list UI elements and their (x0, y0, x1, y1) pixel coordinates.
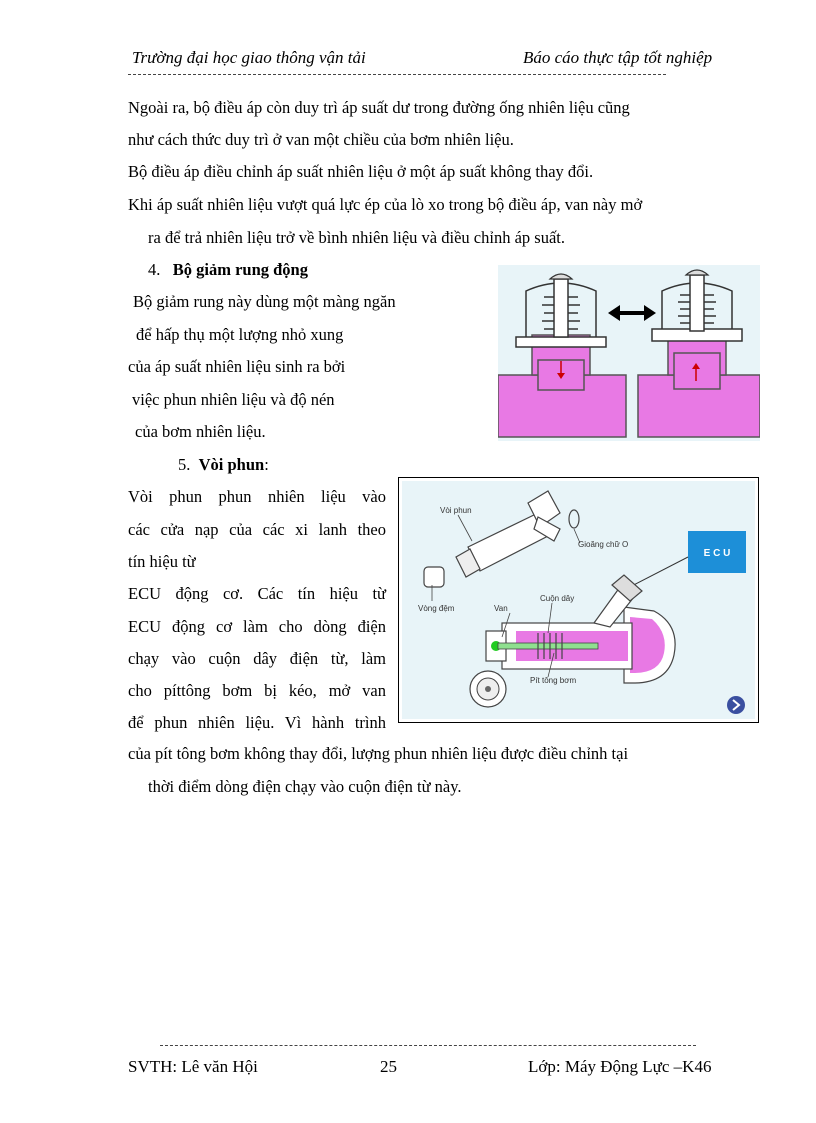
label-pit-tong: Pít tông bơm (530, 676, 577, 685)
label-cuon-day: Cuộn dây (540, 594, 575, 603)
nozzle-end-view (470, 671, 506, 707)
label-van: Van (494, 604, 508, 613)
para3-line2: ra để trả nhiên liệu trở về bình nhiên liệu và điều chỉnh áp suất. (148, 228, 565, 247)
washer-icon (424, 567, 444, 587)
injector-figure (398, 477, 759, 723)
final-line-2: thời điểm dòng điện chạy vào cuộn điện từ này. (148, 777, 462, 796)
para3-line1: Khi áp suất nhiên liệu vượt quá lực ép của lò xo trong bộ điều áp, van này mở (128, 195, 643, 214)
section5-number: 5. (178, 455, 191, 474)
footer-divider (160, 1045, 696, 1046)
label-vong-dem: Vòng đệm (418, 604, 455, 613)
section5-title: Vòi phun (198, 455, 265, 474)
para1-line1: Ngoài ra, bộ điều áp còn duy trì áp suất dư trong đường ống nhiên liệu cũng (128, 98, 630, 117)
header-report-title: Báo cáo thực tập tốt nghiệp (523, 48, 713, 67)
section4-heading (148, 260, 308, 280)
damper-line-1: Bộ giảm rung này dùng một màng ngăn (133, 292, 396, 311)
injector-line-1: Vòi phun phun nhiên liệu vào (128, 487, 386, 506)
damper-line-3: của áp suất nhiên liệu sinh ra bởi (128, 357, 346, 376)
header-divider (128, 74, 666, 75)
damper-line-4: việc phun nhiên liệu và độ nén (132, 390, 335, 409)
injector-line-6: chạy vào cuộn dây điện từ, làm (128, 649, 386, 668)
section4-title: Bộ giảm rung động (172, 260, 308, 279)
injector-line-3: tín hiệu từ (128, 552, 196, 571)
para1-line2: như cách thức duy trì ở van một chiều của bơm nhiên liệu. (128, 130, 514, 149)
section4-number: 4. (148, 260, 161, 279)
damper-line-5: của bơm nhiên liệu. (135, 422, 266, 441)
footer-student: SVTH: Lê văn Hội (128, 1057, 258, 1076)
label-gioang: Gioăng chữ O (578, 540, 629, 549)
injector-line-4: ECU động cơ. Các tín hiệu từ (128, 584, 386, 603)
injector-line-2: các cửa nạp của các xi lanh theo (128, 520, 386, 539)
footer-class: Lớp: Máy Động Lực –K46 (528, 1057, 712, 1076)
label-voi-phun: Vòi phun (440, 506, 472, 515)
section5-colon: : (264, 455, 269, 474)
injector-line-5: ECU động cơ làm cho dòng điện (128, 617, 386, 636)
footer-page-number: 25 (380, 1057, 397, 1076)
injector-line-7: cho píttông bơm bị kéo, mở van (128, 681, 386, 700)
ecu-label: E C U (703, 548, 731, 559)
final-line-1: của pít tông bơm không thay đổi, lượng phun nhiên liệu được điều chỉnh tại (128, 744, 629, 763)
damper-line-2: để hấp thụ một lượng nhỏ xung (136, 325, 344, 344)
pulsation-damper-figure (498, 265, 760, 441)
section5-heading (178, 455, 269, 475)
header-school: Trường đại học giao thông vận tải (132, 48, 366, 67)
next-arrow-icon[interactable] (727, 696, 745, 714)
injector-line-8: để phun nhiên liệu. Vì hành trình (128, 713, 386, 732)
para2: Bộ điều áp điều chỉnh áp suất nhiên liệu ở một áp suất không thay đổi. (128, 162, 594, 181)
